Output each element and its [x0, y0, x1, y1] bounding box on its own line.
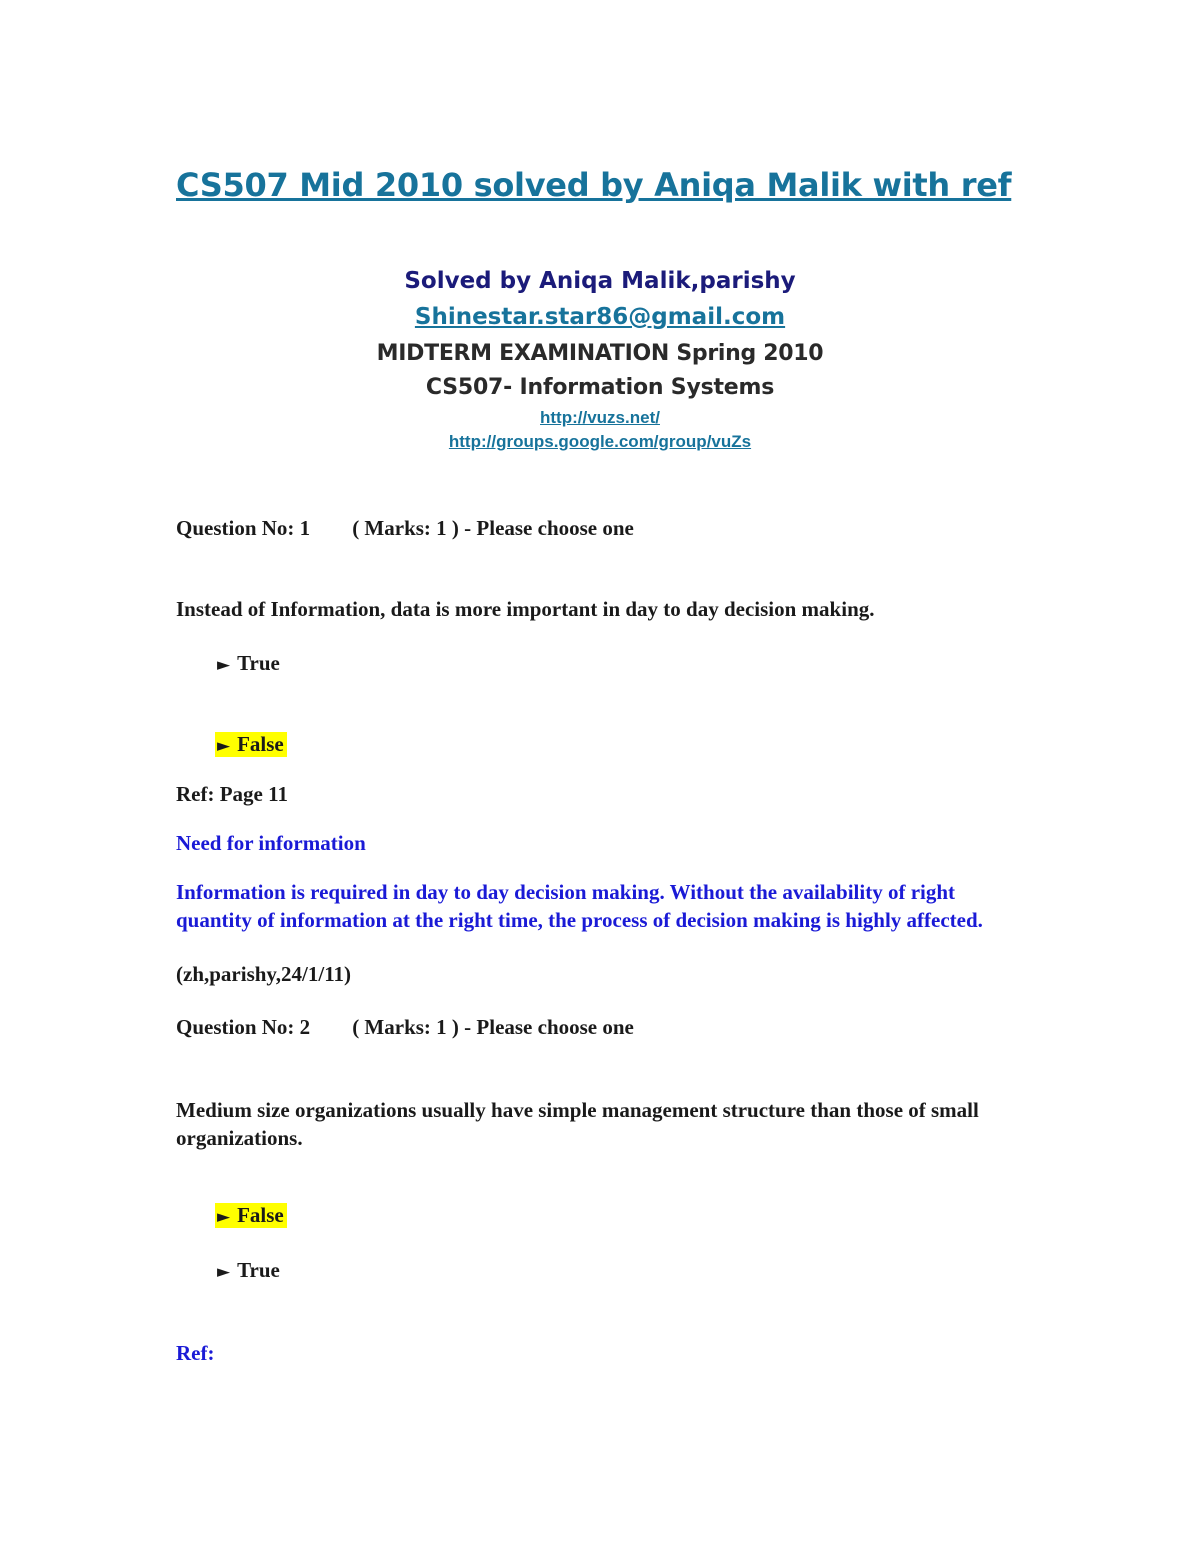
- question-1-header: [176, 516, 634, 541]
- question-2-text: Medium size organizations usually have simple management structure than those of small organizations.: [176, 1098, 979, 1150]
- question-marks: ( Marks: 1 ) - Please choose one: [352, 516, 634, 540]
- question-2-ref: Ref:: [176, 1341, 215, 1365]
- option-label: False: [237, 732, 284, 756]
- course-heading: CS507- Information Systems: [425, 375, 775, 400]
- question-1-ref: Ref: Page 11: [176, 782, 288, 806]
- author-line: Solved by Aniqa Malik,parishy: [404, 268, 796, 294]
- triangle-right-icon: ►: [217, 736, 231, 756]
- email-link[interactable]: Shinestar.star86@gmail.com: [414, 304, 786, 330]
- option-label: True: [237, 1258, 280, 1282]
- triangle-right-icon: ►: [217, 1262, 231, 1282]
- question-2-header: [176, 1015, 634, 1040]
- option-label: True: [237, 651, 280, 675]
- document-title: CS507 Mid 2010 solved by Aniqa Malik with ref: [176, 166, 1012, 204]
- question-number: Question No: 2: [176, 1015, 311, 1039]
- question-1-note: (zh,parishy,24/1/11): [176, 962, 352, 986]
- question-1-option-false-answer[interactable]: [215, 732, 287, 757]
- vuzs-link[interactable]: http://vuzs.net/: [540, 408, 660, 427]
- question-marks: ( Marks: 1 ) - Please choose one: [352, 1015, 634, 1039]
- triangle-right-icon: ►: [217, 1207, 231, 1227]
- triangle-right-icon: ►: [217, 655, 231, 675]
- question-2-option-true[interactable]: [217, 1258, 280, 1283]
- question-2-option-false-answer[interactable]: [215, 1203, 287, 1228]
- google-group-link[interactable]: http://groups.google.com/group/vuZs: [448, 432, 752, 451]
- question-1-ref-heading: Need for information: [176, 831, 366, 855]
- exam-heading: MIDTERM EXAMINATION Spring 2010: [376, 341, 824, 366]
- question-1-text: Instead of Information, data is more important in day to day decision making.: [176, 597, 875, 621]
- option-label: False: [237, 1203, 284, 1227]
- question-1-option-true[interactable]: [217, 651, 280, 676]
- question-number: Question No: 1: [176, 516, 311, 540]
- question-1-ref-text: Information is required in day to day decision making. Without the availability of right quantity of information at the right time, the process of decision making is highly affected.: [176, 880, 983, 932]
